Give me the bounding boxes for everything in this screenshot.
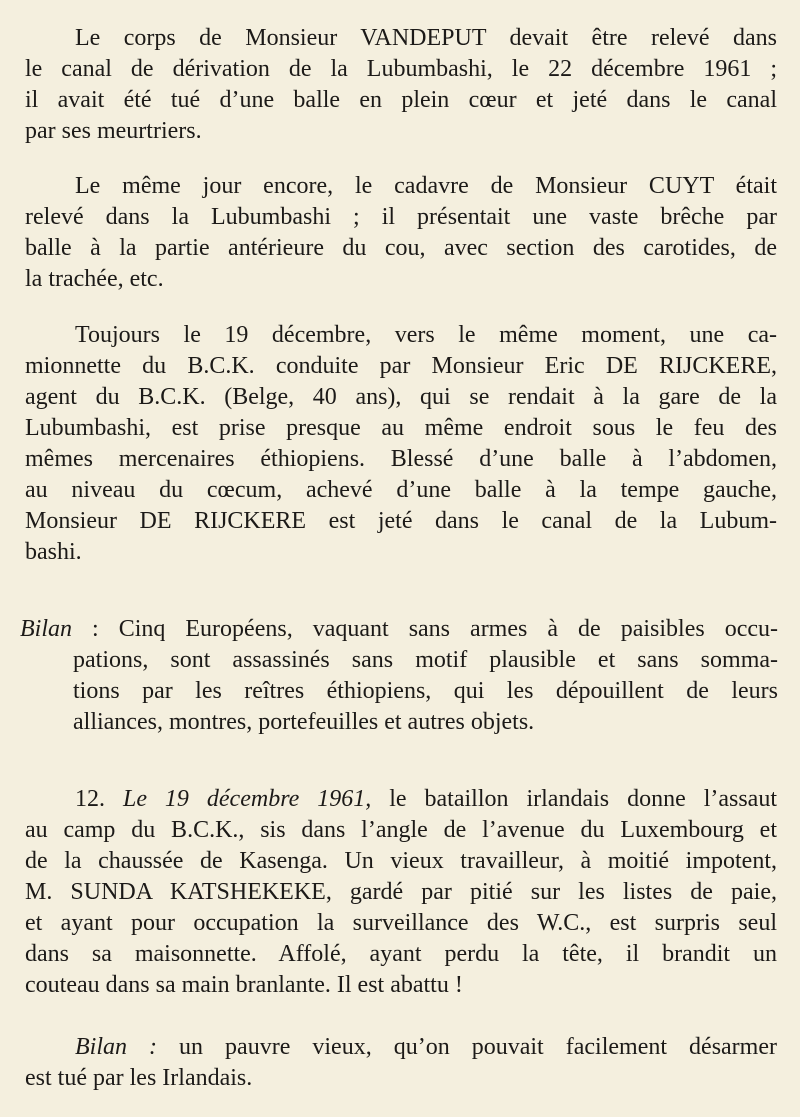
text-line bbox=[75, 783, 777, 815]
bilan-text: un pauvre vieux, qu’on pouvait facilement désarmer bbox=[157, 1034, 777, 1060]
bilan-text: : Cinq Européens, vaquant sans armes à de paisibles occu- bbox=[72, 616, 778, 642]
text-line: balle à la partie antérieure du cou, avec section des carotides, de bbox=[25, 235, 777, 261]
text-line: est tué par les Irlandais. bbox=[25, 1065, 253, 1091]
text-line: M. SUNDA KATSHEKEKE, gardé par pitié sur les listes de paie, bbox=[25, 879, 777, 905]
text-line: Monsieur DE RIJCKERE est jeté dans le canal de la Lubum- bbox=[25, 508, 777, 534]
text-line: Lubumbashi, est prise presque au même endroit sous le feu des bbox=[25, 415, 777, 441]
text-line: Le corps de Monsieur VANDEPUT devait être relevé dans bbox=[75, 25, 777, 51]
text-line: Toujours le 19 décembre, vers le même moment, une ca- bbox=[75, 322, 777, 348]
text-line: le canal de dérivation de la Lubumbashi, le 22 décembre 1961 ; bbox=[25, 56, 777, 82]
text-line: agent du B.C.K. (Belge, 40 ans), qui se rendait à la gare de la bbox=[25, 384, 777, 410]
paragraph-date: Le 19 décembre 1961, bbox=[122, 786, 372, 812]
text-line: il avait été tué d’une balle en plein cœur et jeté dans le canal bbox=[25, 87, 777, 113]
text-line: et ayant pour occupation la surveillance des W.C., est surpris seul bbox=[25, 910, 777, 936]
text-line: alliances, montres, portefeuilles et autres objets. bbox=[73, 709, 535, 735]
text-line: par ses meurtriers. bbox=[25, 118, 202, 144]
bilan-label: Bilan bbox=[20, 616, 72, 642]
text-line: couteau dans sa main branlante. Il est abattu ! bbox=[25, 972, 463, 998]
text-line: Le même jour encore, le cadavre de Monsieur CUYT était bbox=[75, 173, 777, 199]
text-line: relevé dans la Lubumbashi ; il présentait une vaste brêche par bbox=[25, 204, 777, 230]
paragraph-number: 12. bbox=[75, 786, 105, 812]
text-line bbox=[20, 613, 778, 645]
paragraph-text: le bataillon irlandais donne l’assaut bbox=[371, 786, 778, 812]
text-line: de la chaussée de Kasenga. Un vieux travailleur, à moitié impotent, bbox=[25, 848, 777, 874]
text-line: au niveau du cœcum, achevé d’une balle à la tempe gauche, bbox=[25, 477, 777, 503]
text-line: tions par les reîtres éthiopiens, qui les dépouillent de leurs bbox=[73, 678, 778, 704]
bilan-label: Bilan : bbox=[75, 1034, 158, 1060]
text-line: dans sa maisonnette. Affolé, ayant perdu la tête, il brandit un bbox=[25, 941, 777, 967]
text-line: la trachée, etc. bbox=[25, 266, 164, 292]
text-line: mionnette du B.C.K. conduite par Monsieur Eric DE RIJCKERE, bbox=[25, 353, 777, 379]
text-line: au camp du B.C.K., sis dans l’angle de l’avenue du Luxembourg et bbox=[25, 817, 777, 843]
text-line: bashi. bbox=[25, 539, 82, 565]
text-line bbox=[75, 1031, 777, 1063]
text-line: pations, sont assassinés sans motif plausible et sans somma- bbox=[73, 647, 778, 673]
text-line: mêmes mercenaires éthiopiens. Blessé d’une balle à l’abdomen, bbox=[25, 446, 777, 472]
